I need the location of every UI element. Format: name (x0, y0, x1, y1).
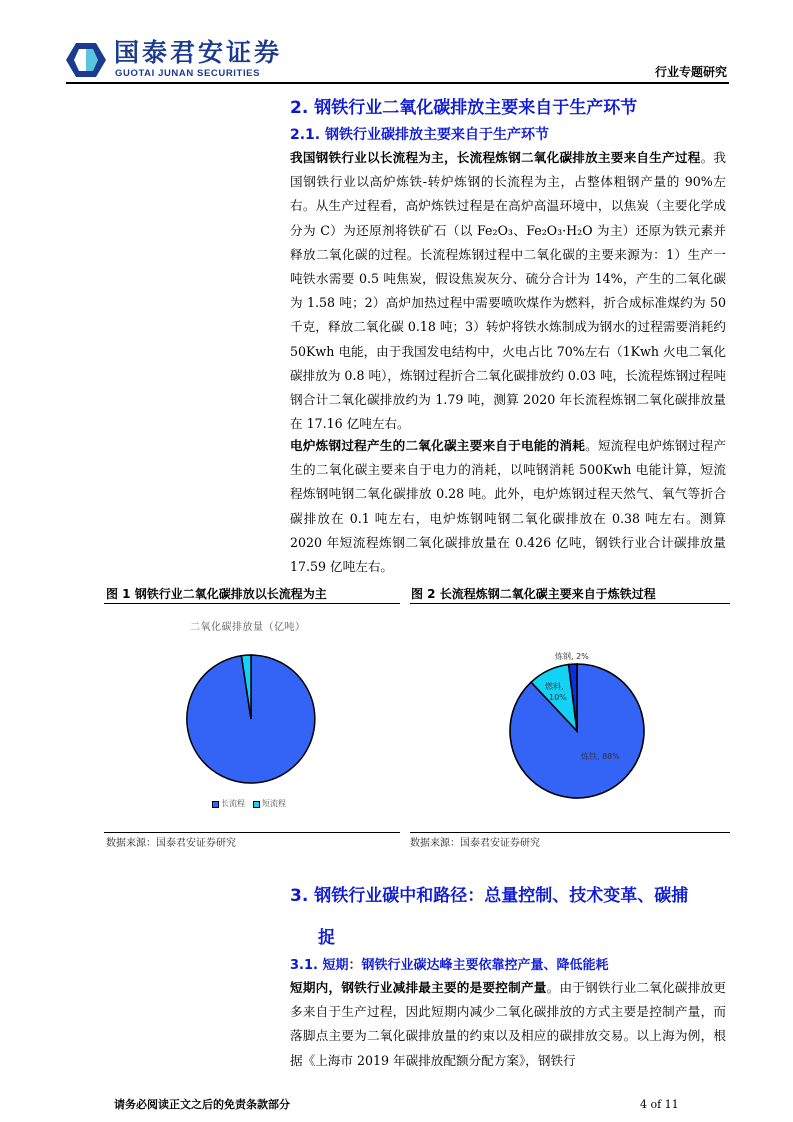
figure-1-top-rule (104, 603, 400, 604)
legend-item-short-process: 短流程 (253, 799, 286, 809)
section-2-1-heading: 2.1. 钢铁行业碳排放主要来自于生产环节 (290, 127, 549, 143)
label-steel: 炼钢, 2% (555, 652, 589, 661)
section-3-heading-cont: 捉 (318, 928, 335, 948)
figure-1-bottom-rule (104, 832, 400, 833)
paragraph-body: 。由于钢铁行业二氧化碳排放更多来自于生产过程，因此短期内减少二氧化碳排放的方式主要是控制产量，而落脚点主要为二氧化碳排放量的约束以及相应的碳排放交易。以上海为例，根据《上海市 2019 年碳排放配额分配方案》，钢铁行 (290, 980, 727, 1068)
paragraph-electric-furnace (290, 434, 726, 579)
figure-1-source: 数据来源：国泰君安证券研究 (106, 838, 236, 849)
section-3-1-heading: 3.1. 短期：钢铁行业碳达峰主要依靠控产量、降低能耗 (290, 958, 609, 973)
brand-name-cn: 国泰君安证券 (114, 38, 283, 67)
label-fuel: 燃料, (545, 682, 564, 691)
paragraph-long-process (290, 146, 726, 436)
paragraph-lead-bold: 我国钢铁行业以长流程为主，长流程炼钢二氧化碳排放主要来自生产过程 (290, 150, 701, 165)
guotai-junan-logo-icon (66, 42, 106, 78)
brand-name-en: GUOTAI JUNAN SECURITIES (115, 68, 261, 79)
paragraph-short-term (290, 976, 726, 1073)
footer-disclaimer: 请务必阅读正文之后的免责条款部分 (114, 1098, 290, 1111)
label-iron: 炼铁, 88% (581, 752, 620, 761)
section-2-heading: 2. 钢铁行业二氧化碳排放主要来自于生产环节 (290, 98, 638, 118)
figure-2-source: 数据来源：国泰君安证券研究 (410, 838, 540, 849)
figure-1-chart-title: 二氧化碳排放量（亿吨） (190, 622, 306, 633)
figure-1-pie-chart (180, 648, 322, 790)
figure-2-top-rule (410, 603, 730, 604)
section-3-heading: 3. 钢铁行业碳中和路径：总量控制、技术变革、碳捕 (290, 886, 689, 906)
page-number: 4 of 11 (640, 1098, 679, 1111)
figure-2-pie-chart (505, 645, 655, 815)
figure-2-title: 图 2 长流程炼钢二氧化碳主要来自于炼铁过程 (411, 587, 656, 601)
paragraph-body: 。我国钢铁行业以高炉炼铁-转炉炼钢的长流程为主，占整体粗钢产量的 90%左右。从生产过程看，高炉炼铁过程是在高炉高温环境中，以焦炭（主要化学成分为 C）为还原剂将铁矿石（以 Fe₂O₃、Fe₂O₃·H₂O 为主）还原为铁元素并释放二氧化碳的过程。长流程炼钢过程中二氧化碳的主要来源为：1）生产一吨铁水需要 0.5 吨焦炭，假设焦炭灰分、硫分合计为 14%，产生的二氧化碳为 1.58 吨；2）高炉加热过程中需要喷吹煤作为燃料，折合成标准煤约为 50 千克，释放二氧化碳 0.18 吨；3）转炉将铁水炼制成为钢水的过程需要消耗约 50Kwh 电能，由于我国发电结构中，火电占比 70%左右（1Kwh 火电二氧化碳排放为 0.8 吨），炼钢过程折合二氧化碳排放约 0.03 吨，长流程炼钢过程吨钢合计二氧化碳排放约为 1.79 吨，测算 2020 年长流程炼钢二氧化碳排放量在 17.16 亿吨左右。 (290, 150, 727, 432)
figure-2-bottom-rule (410, 832, 730, 833)
paragraph-body: 。短流程电炉炼钢过程产生的二氧化碳主要来自于电力的消耗，以吨钢消耗 500Kwh 电能计算，短流程炼钢吨钢二氧化碳排放 0.28 吨。此外，电炉炼钢过程天然气、氧气等折合碳排放在 0.1 吨左右，电炉炼钢吨钢二氧化碳排放在 0.38 吨左右。测算 2020 年短流程炼钢二氧化碳排放量在 0.426 亿吨，钢铁行业合计碳排放量 17.59 亿吨左右。 (290, 438, 727, 575)
header-divider (66, 82, 729, 84)
figure-1-legend (212, 799, 286, 809)
figure-1-title: 图 1 钢铁行业二氧化碳排放以长流程为主 (106, 587, 327, 601)
label-fuel-pct: 10% (549, 693, 567, 702)
legend-item-long-process: 长流程 (212, 799, 245, 809)
report-type-label: 行业专题研究 (654, 65, 727, 79)
paragraph-lead-bold: 短期内，钢铁行业减排最主要的是要控制产量 (290, 980, 547, 995)
paragraph-lead-bold: 电炉炼钢过程产生的二氧化碳主要来自于电能的消耗 (290, 438, 586, 453)
